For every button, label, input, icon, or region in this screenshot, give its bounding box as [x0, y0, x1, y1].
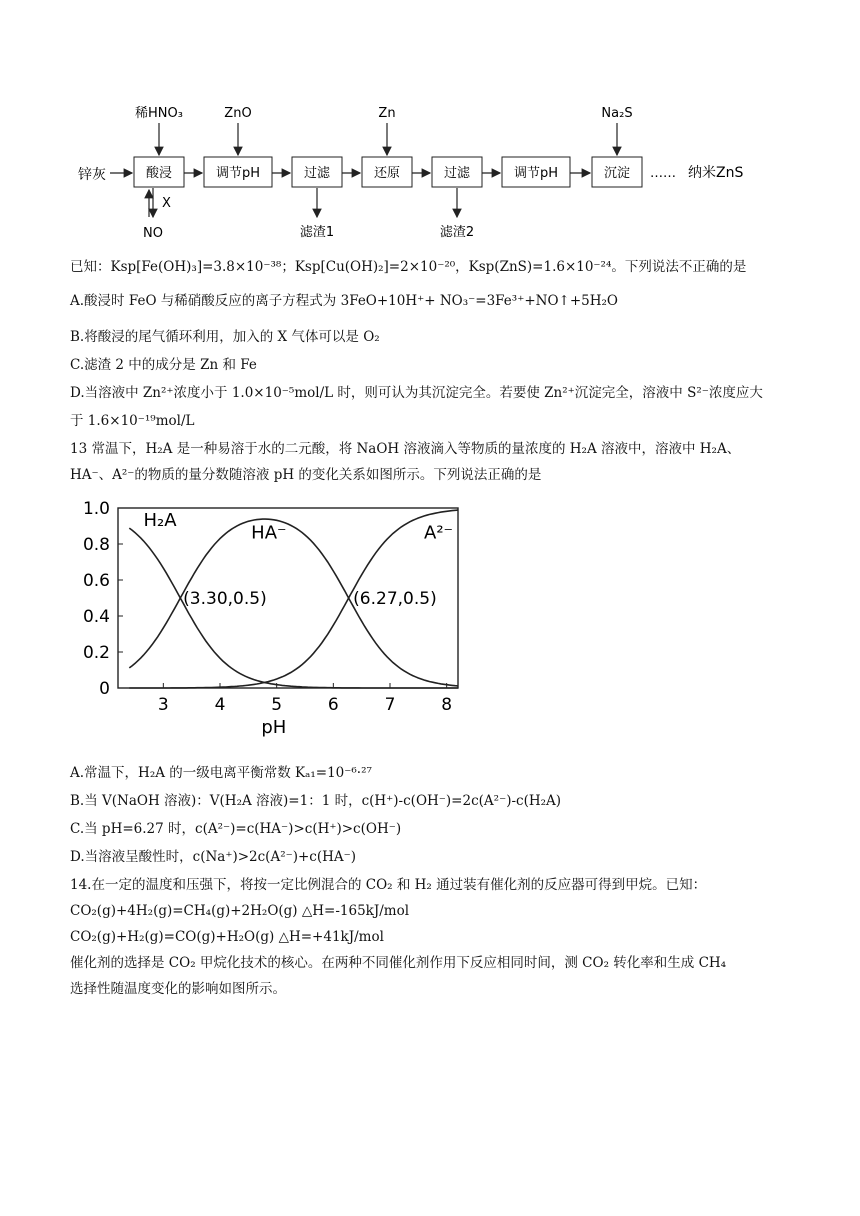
- gas-in-label: X: [162, 196, 171, 211]
- series-h2a-label: H₂A: [143, 510, 177, 531]
- y-tick-label: 0.8: [82, 535, 110, 555]
- q12-option-c: C.滤渣 2 中的成分是 Zn 和 Fe: [70, 357, 257, 373]
- species-distribution-chart: [68, 498, 468, 748]
- flow-end-label: 纳米ZnS: [688, 165, 744, 181]
- reagent-na2s: Na₂S: [601, 106, 633, 121]
- residue-1: 滤渣1: [299, 225, 335, 240]
- y-tick-label: 0.2: [82, 643, 110, 663]
- y-tick-label: 1.0: [82, 499, 110, 519]
- x-tick-label: 3: [157, 695, 169, 715]
- step-label: 过滤: [303, 166, 331, 181]
- series-a2-label: A²⁻: [424, 522, 454, 544]
- step-label: 调节pH: [513, 166, 559, 181]
- x-tick-label: 4: [214, 695, 226, 715]
- series-ha-label: HA⁻: [251, 522, 287, 544]
- q14-paragraph-line2: 选择性随温度变化的影响如图所示。: [70, 981, 286, 997]
- x-axis-label: pH: [261, 717, 287, 738]
- step-label: 酸浸: [145, 166, 173, 181]
- step-label: 调节pH: [215, 166, 261, 181]
- q12-option-d-line1: D.当溶液中 Zn²⁺浓度小于 1.0×10⁻⁵mol/L 时，则可认为其沉淀完全。若要使 Zn²⁺沉淀完全，溶液中 S²⁻浓度应大: [70, 385, 763, 401]
- q14-paragraph-line1: 催化剂的选择是 CO₂ 甲烷化技术的核心。在两种不同催化剂作用下反应相同时间，测 CO₂ 转化率和生成 CH₄: [70, 955, 727, 971]
- q14-equation-2: CO₂(g)+H₂(g)=CO(g)+H₂O(g) △H=+41kJ/mol: [70, 929, 384, 945]
- x-tick-label: 8: [441, 695, 453, 715]
- q14-equation-1: CO₂(g)+4H₂(g)=CH₄(g)+2H₂O(g) △H=-165kJ/mol: [70, 903, 410, 919]
- annotation-pka2: (6.27,0.5): [353, 589, 437, 609]
- flowchart-svg: [70, 95, 790, 245]
- q12-option-d-line2: 于 1.6×10⁻¹⁹mol/L: [70, 413, 195, 429]
- known-ksp: 已知：Ksp[Fe(OH)₃]=3.8×10⁻³⁸；Ksp[Cu(OH)₂]=2×10⁻²⁰，Ksp(ZnS)=1.6×10⁻²⁴。下列说法不正确的是: [70, 259, 747, 275]
- q12-option-a: A.酸浸时 FeO 与稀硝酸反应的离子方程式为 3FeO+10H⁺+ NO₃⁻=3Fe³⁺+NO↑+5H₂O: [70, 293, 618, 309]
- q13-option-a: A.常温下，H₂A 的一级电离平衡常数 Kₐ₁=10⁻⁶·²⁷: [70, 765, 372, 781]
- x-tick-label: 6: [327, 695, 339, 715]
- annotation-pka1: (3.30,0.5): [183, 589, 267, 609]
- q13-option-d: D.当溶液呈酸性时，c(Na⁺)>2c(A²⁻)+c(HA⁻): [70, 849, 357, 865]
- reagent-zn: Zn: [378, 106, 396, 121]
- step-label: 还原: [373, 166, 401, 181]
- q13-option-c: C.当 pH=6.27 时，c(A²⁻)=c(HA⁻)>c(H⁺)>c(OH⁻): [70, 821, 402, 837]
- x-tick-label: 7: [384, 695, 396, 715]
- chart-svg: [68, 498, 468, 748]
- step-label: 沉淀: [603, 166, 631, 181]
- q12-option-b: B.将酸浸的尾气循环利用，加入的 X 气体可以是 O₂: [70, 329, 380, 345]
- y-tick-label: 0.4: [82, 607, 110, 627]
- q14-stem: 14.在一定的温度和压强下，将按一定比例混合的 CO₂ 和 H₂ 通过装有催化剂的反应器可得到甲烷。已知：: [70, 877, 707, 893]
- q13-option-b: B.当 V(NaOH 溶液)：V(H₂A 溶液)=1：1 时，c(H⁺)-c(OH⁻)=2c(A²⁻)-c(H₂A): [70, 793, 562, 809]
- y-tick-label: 0: [99, 679, 110, 699]
- q13-stem-line1: 13 常温下，H₂A 是一种易溶于水的二元酸，将 NaOH 溶液滴入等物质的量浓度的 H₂A 溶液中，溶液中 H₂A、: [70, 441, 741, 457]
- residue-2: 滤渣2: [439, 225, 475, 240]
- x-tick-label: 5: [271, 695, 283, 715]
- y-tick-label: 0.6: [82, 571, 110, 591]
- flow-ellipsis: ……: [650, 166, 676, 181]
- reagent-hno3: 稀HNO₃: [135, 106, 183, 121]
- process-flowchart: [70, 95, 790, 245]
- gas-out-label: NO: [143, 226, 163, 241]
- step-label: 过滤: [443, 166, 471, 181]
- q13-stem-line2: HA⁻、A²⁻的物质的量分数随溶液 pH 的变化关系如图所示。下列说法正确的是: [70, 467, 542, 483]
- flow-start-label: 锌灰: [78, 167, 106, 183]
- reagent-zno: ZnO: [224, 106, 252, 121]
